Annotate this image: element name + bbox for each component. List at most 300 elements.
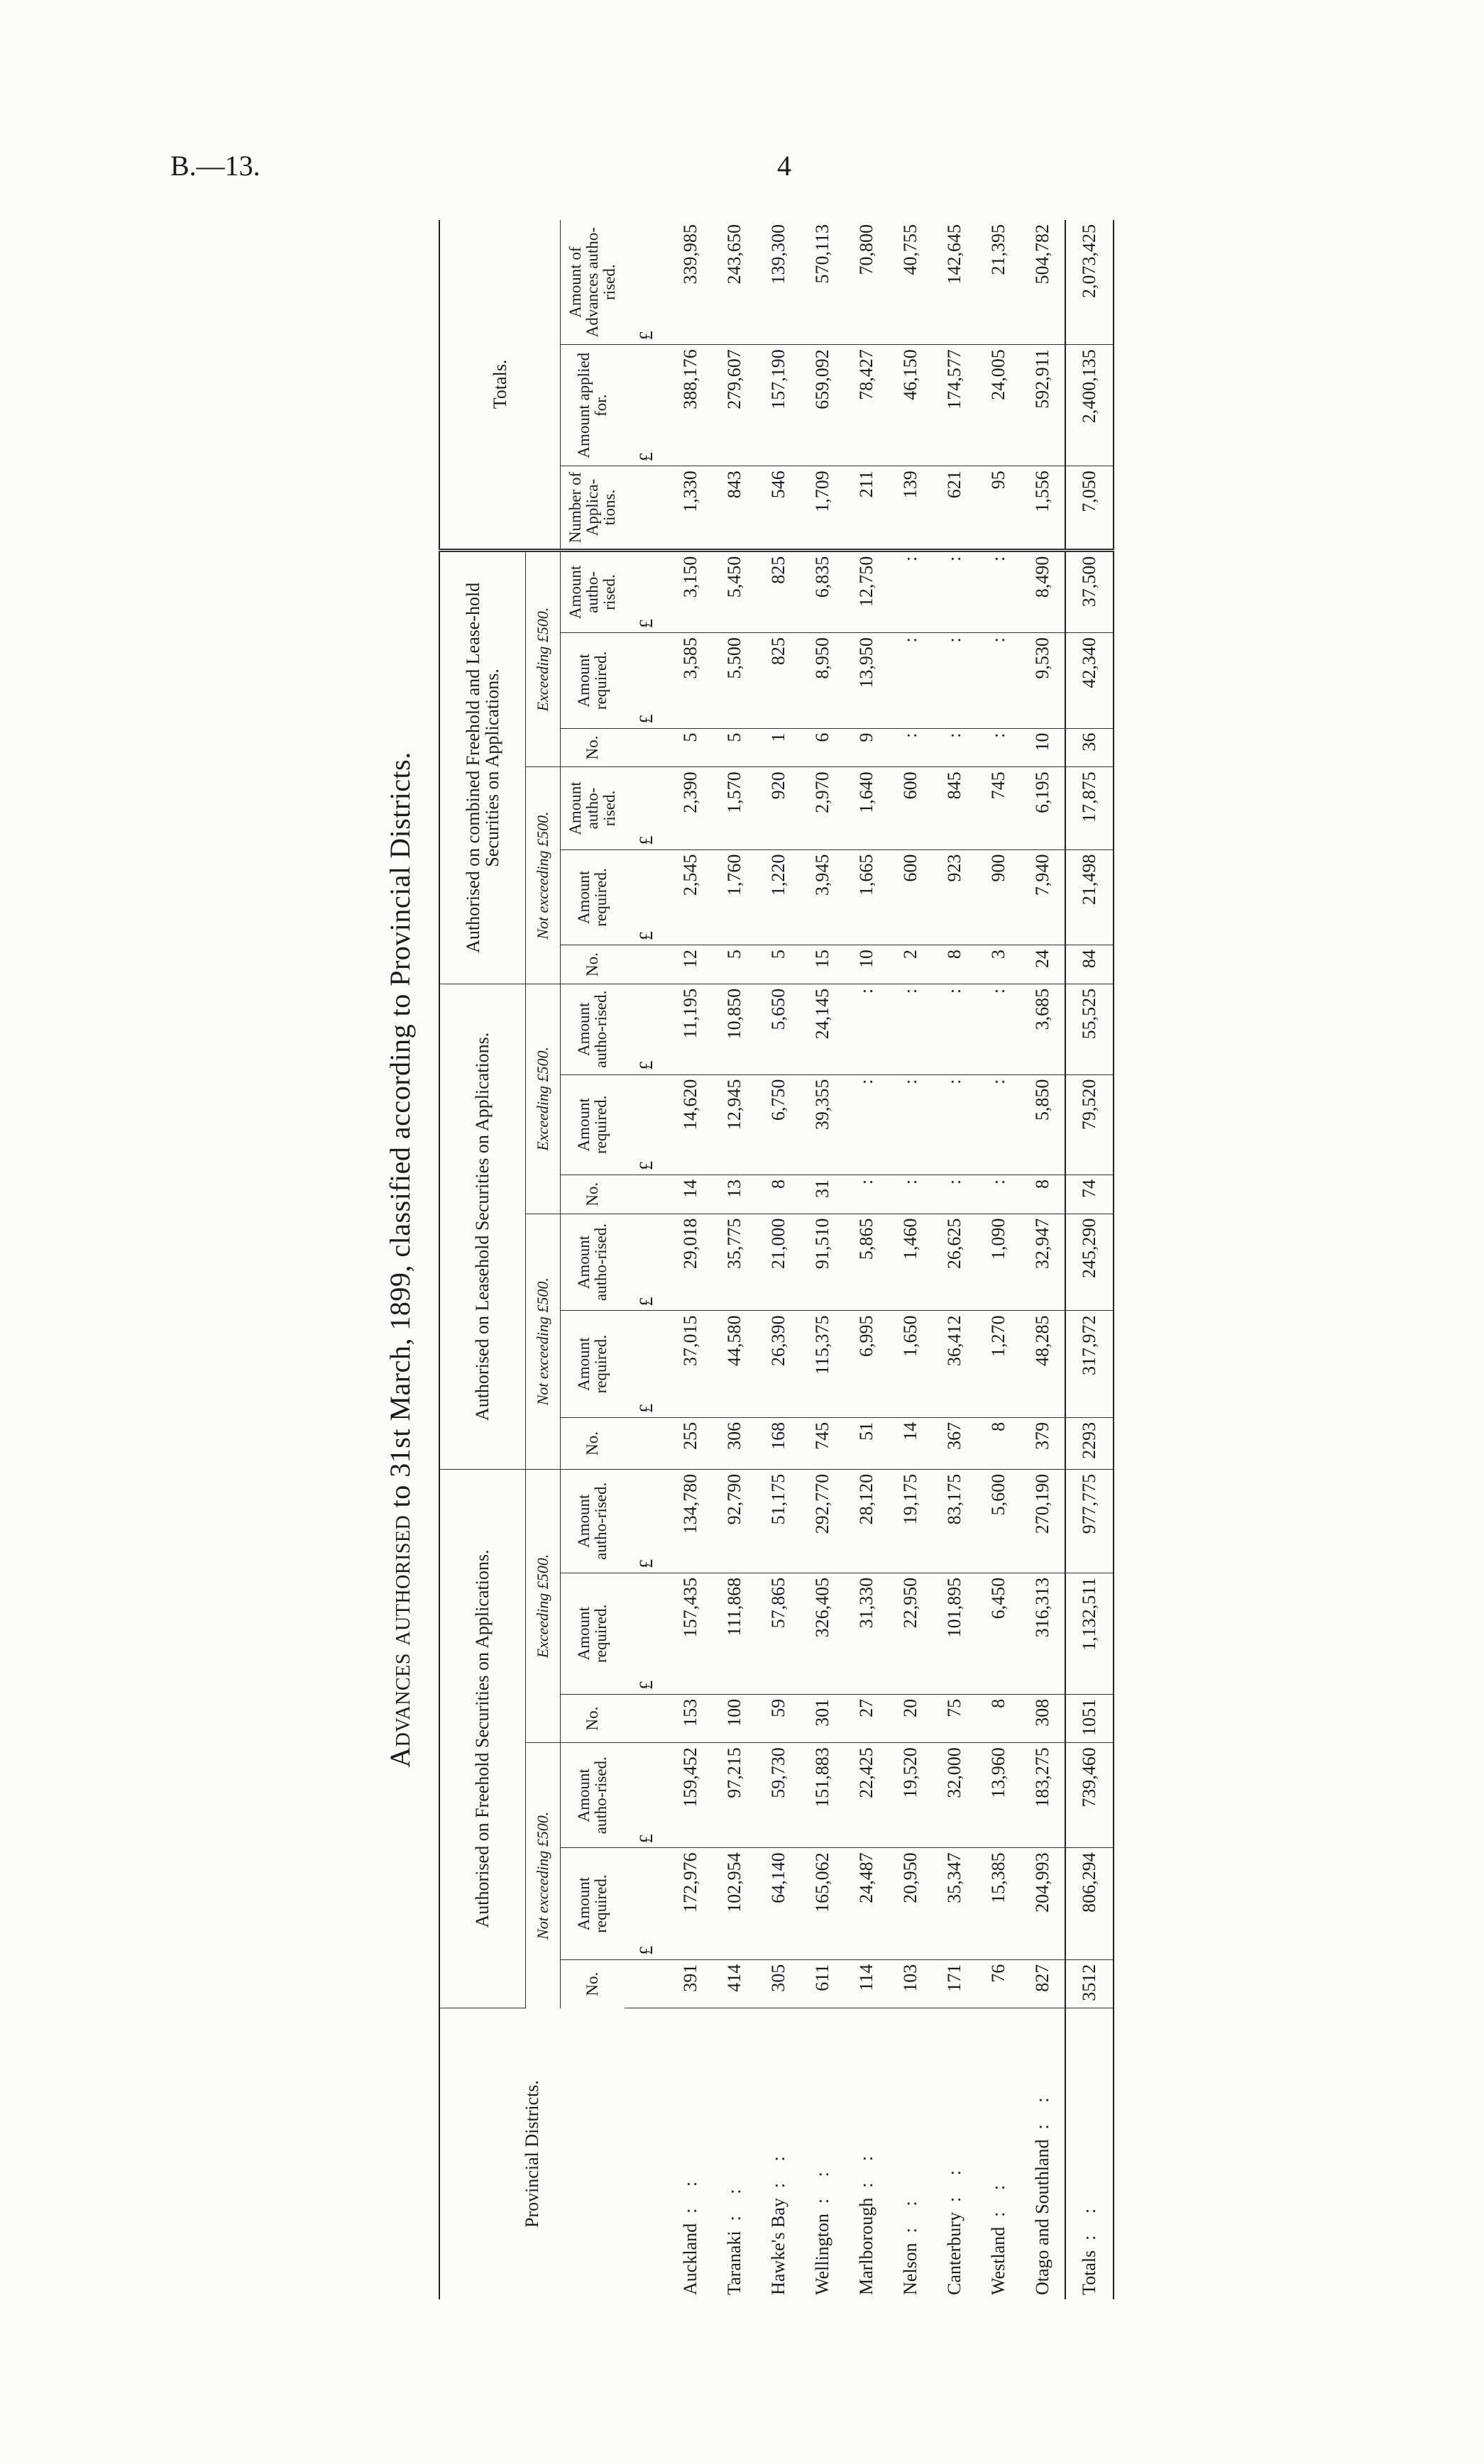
combined-exceeding: Exceeding £500. (526, 550, 561, 767)
table-cell: 51 (845, 1417, 889, 1469)
table-cell: 2293 (1065, 1417, 1114, 1469)
table-cell: 6 (801, 728, 845, 767)
col-authorised: Amount autho-rised. (561, 984, 625, 1074)
district-name (757, 2008, 801, 2299)
table-cell: 1,556 (1021, 466, 1065, 551)
table-row (669, 220, 713, 2299)
col-advances-authorised: Amount of Advances autho-rised. (561, 220, 625, 345)
district-label: Wellington (812, 2213, 832, 2295)
table-cell: 21,000 (757, 1214, 801, 1311)
table-cell: 75 (933, 1694, 977, 1742)
table-cell: 19,520 (889, 1743, 933, 1848)
currency-row-blank (625, 466, 669, 551)
table-cell: 26,390 (757, 1311, 801, 1417)
table-cell: 103 (889, 1959, 933, 2008)
table-cell: 14 (889, 1417, 933, 1469)
table-cell: 13 (713, 1175, 757, 1214)
table-cell: 74 (1065, 1175, 1114, 1214)
col-required: Amount required. (561, 1848, 625, 1959)
table-cell: 2,545 (669, 849, 713, 945)
col-no: No. (561, 1694, 625, 1742)
table-cell: 2,073,425 (1065, 220, 1114, 345)
table-cell: 1 (757, 728, 801, 767)
table-cell: 270,190 (1021, 1469, 1065, 1573)
col-required: Amount required. (561, 633, 625, 729)
currency-symbol: £ (625, 1848, 669, 1959)
col-no: No. (561, 1175, 625, 1214)
table-cell: 24,145 (801, 984, 845, 1074)
table-cell: 115,375 (801, 1311, 845, 1417)
leader-dots: : : (812, 2163, 832, 2204)
table-cell: 1,640 (845, 767, 889, 849)
table-cell: 17,875 (1065, 767, 1114, 849)
table-cell: 102,954 (713, 1848, 757, 1959)
table-cell: 14,620 (669, 1074, 713, 1175)
table-cell: 14 (669, 1175, 713, 1214)
table-cell: 24 (1021, 945, 1065, 984)
table-cell: 15,385 (977, 1848, 1021, 1959)
table-cell: 29,018 (669, 1214, 713, 1311)
table-cell: : (845, 1175, 889, 1214)
currency-symbol: £ (625, 550, 669, 632)
table-cell: 414 (713, 1959, 757, 2008)
table-cell: : (977, 984, 1021, 1074)
table-cell: 32,000 (933, 1743, 977, 1848)
currency-symbol: £ (625, 1469, 669, 1573)
table-cell: 22,425 (845, 1743, 889, 1848)
table-row (889, 220, 933, 2299)
district-name (1021, 2008, 1065, 2299)
table-cell: 301 (801, 1694, 845, 1742)
table-cell: 79,520 (1065, 1074, 1114, 1175)
currency-row-blank (625, 1175, 669, 1214)
table-cell: 13,960 (977, 1743, 1021, 1848)
table-cell: 316,313 (1021, 1573, 1065, 1694)
table-cell: 317,972 (1065, 1311, 1114, 1417)
document-reference: B.—13. (170, 150, 260, 182)
leader-dots: : : (1079, 2199, 1099, 2240)
table-cell: 97,215 (713, 1743, 757, 1848)
table-cell: 600 (889, 849, 933, 945)
table-cell: 12 (669, 945, 713, 984)
table-cell: 7,050 (1065, 466, 1114, 551)
table-cell: 1051 (1065, 1694, 1114, 1742)
table-cell: : (933, 984, 977, 1074)
table-cell: 57,865 (757, 1573, 801, 1694)
table-cell: 42,340 (1065, 633, 1114, 729)
table-cell: : (889, 728, 933, 767)
page-number: 4 (777, 150, 791, 182)
leader-dots: : : (900, 2192, 920, 2233)
district-label: Otago and Southland (1032, 2139, 1052, 2295)
group-freehold: Authorised on Freehold Securities on Applications. (439, 1469, 526, 2008)
table-cell: 504,782 (1021, 220, 1065, 345)
table-cell: 95 (977, 466, 1021, 551)
currency-symbol: £ (625, 767, 669, 849)
table-cell: 611 (801, 1959, 845, 2008)
table-cell: 139 (889, 466, 933, 551)
table-row (845, 220, 889, 2299)
table-cell: 165,062 (801, 1848, 845, 1959)
table-cell: 279,607 (713, 345, 757, 466)
table-cell: 920 (757, 767, 801, 849)
table-cell: 379 (1021, 1417, 1065, 1469)
leader-dots: : : (988, 2176, 1008, 2217)
table-cell: 745 (801, 1417, 845, 1469)
advances-table (439, 220, 1114, 2299)
table-cell: : (889, 1175, 933, 1214)
leasehold-exceeding: Exceeding £500. (526, 984, 561, 1214)
leader-dots: : : (680, 2172, 700, 2213)
currency-symbol: £ (625, 1311, 669, 1417)
table-cell: 8 (977, 1694, 1021, 1742)
table-cell: 31,330 (845, 1573, 889, 1694)
leader-dots: : : (944, 2162, 964, 2203)
table-cell: 168 (757, 1417, 801, 1469)
table-body (625, 220, 1114, 2299)
table-cell: 37,500 (1065, 550, 1114, 632)
currency-symbol: £ (625, 633, 669, 729)
currency-row-blank (625, 728, 669, 767)
table-cell: 8 (933, 945, 977, 984)
currency-row-blank (625, 1417, 669, 1469)
currency-row-blank (625, 2008, 669, 2299)
table-row (933, 220, 977, 2299)
table-cell: 6,750 (757, 1074, 801, 1175)
table-cell: 35,347 (933, 1848, 977, 1959)
table-cell: 40,755 (889, 220, 933, 345)
table-cell: 255 (669, 1417, 713, 1469)
district-label: Marlborough (856, 2197, 876, 2295)
district-label: Auckland (680, 2223, 700, 2295)
district-name (801, 2008, 845, 2299)
table-cell: 101,895 (933, 1573, 977, 1694)
table-cell: 159,452 (669, 1743, 713, 1848)
leader-dots: : : (1032, 2089, 1052, 2130)
table-cell: 139,300 (757, 220, 801, 345)
table-cell: 6,835 (801, 550, 845, 632)
table-cell: 570,113 (801, 220, 845, 345)
table-cell: 15 (801, 945, 845, 984)
district-label: Taranaki (724, 2231, 744, 2295)
district-label: Nelson (900, 2243, 920, 2295)
header-row-groups (439, 220, 526, 2299)
table-cell: 142,645 (933, 220, 977, 345)
currency-symbol: £ (625, 220, 669, 345)
table-cell: 157,435 (669, 1573, 713, 1694)
table-cell: 825 (757, 550, 801, 632)
currency-row (625, 220, 669, 2299)
col-required: Amount required. (561, 1573, 625, 1694)
table-cell: 1,460 (889, 1214, 933, 1311)
table-cell: 204,993 (1021, 1848, 1065, 1959)
table-cell: : (933, 550, 977, 632)
table-cell: 326,405 (801, 1573, 845, 1694)
table-cell: 9 (845, 728, 889, 767)
table-cell: 8 (757, 1175, 801, 1214)
table-cell: 5,500 (713, 633, 757, 729)
table-cell: 8,950 (801, 633, 845, 729)
leader-dots: : : (856, 2147, 876, 2188)
table-cell: 2,390 (669, 767, 713, 849)
table-cell: 827 (1021, 1959, 1065, 2008)
table-cell: 843 (713, 466, 757, 551)
table-cell: : (977, 633, 1021, 729)
table-title-smallcaps: Advances authorised (384, 1514, 416, 1768)
district-name (1065, 2008, 1114, 2299)
table-cell: : (977, 728, 1021, 767)
table-cell: 1,132,511 (1065, 1573, 1114, 1694)
table-cell: 100 (713, 1694, 757, 1742)
table-cell: : (933, 633, 977, 729)
table-cell: 59,730 (757, 1743, 801, 1848)
table-cell: 292,770 (801, 1469, 845, 1573)
table-cell: : (889, 633, 933, 729)
table-cell: 1,270 (977, 1311, 1021, 1417)
table-cell: 621 (933, 466, 977, 551)
table-cell: 8 (1021, 1175, 1065, 1214)
col-no: No. (561, 728, 625, 767)
table-cell: 243,650 (713, 220, 757, 345)
table-row (713, 220, 757, 2299)
col-authorised: Amount autho-rised. (561, 767, 625, 849)
currency-symbol: £ (625, 1573, 669, 1694)
currency-symbol: £ (625, 1743, 669, 1848)
freehold-exceeding: Exceeding £500. (526, 1469, 561, 1742)
table-cell: 592,911 (1021, 345, 1065, 466)
leasehold-not-exceeding: Not exceeding £500. (526, 1214, 561, 1469)
table-cell: 388,176 (669, 345, 713, 466)
table-cell: 153 (669, 1694, 713, 1742)
table-cell: 36 (1065, 728, 1114, 767)
district-label: Westland (988, 2226, 1008, 2295)
table-cell: 31 (801, 1175, 845, 1214)
table-cell: 245,290 (1065, 1214, 1114, 1311)
col-no: No. (561, 1417, 625, 1469)
table-cell: : (889, 984, 933, 1074)
col-required: Amount required. (561, 849, 625, 945)
col-authorised: Amount autho-rised. (561, 1743, 625, 1848)
currency-symbol: £ (625, 1214, 669, 1311)
currency-symbol: £ (625, 849, 669, 945)
table-cell: 91,510 (801, 1214, 845, 1311)
freehold-not-exceeding: Not exceeding £500. (526, 1743, 561, 2008)
district-label: Totals (1079, 2250, 1099, 2295)
district-name (977, 2008, 1021, 2299)
currency-row-blank (625, 945, 669, 984)
table-cell: 13,950 (845, 633, 889, 729)
table-cell: 806,294 (1065, 1848, 1114, 1959)
table-cell: 134,780 (669, 1469, 713, 1573)
table-row (1021, 220, 1065, 2299)
table-cell: 171 (933, 1959, 977, 2008)
table-cell: 21,395 (977, 220, 1021, 345)
table-cell: 3512 (1065, 1959, 1114, 2008)
col-no: No. (561, 1959, 625, 2008)
district-name (713, 2008, 757, 2299)
table-cell: 900 (977, 849, 1021, 945)
table-cell: 6,995 (845, 1311, 889, 1417)
group-combined: Authorised on combined Freehold and Lease-hold Securities on Applications. (439, 550, 526, 984)
table-cell: 6,450 (977, 1573, 1021, 1694)
currency-row-blank (625, 1694, 669, 1742)
table-cell: 5 (757, 945, 801, 984)
table-cell: : (933, 1074, 977, 1175)
district-name (669, 2008, 713, 2299)
col-no: No. (561, 945, 625, 984)
table-row (801, 220, 845, 2299)
table-cell: 1,330 (669, 466, 713, 551)
table-cell: : (889, 550, 933, 632)
district-name (845, 2008, 889, 2299)
table-cell: 5 (669, 728, 713, 767)
table-cell: 59 (757, 1694, 801, 1742)
currency-row-blank (625, 1959, 669, 2008)
table-cell: 174,577 (933, 345, 977, 466)
table-cell: 151,883 (801, 1743, 845, 1848)
table-cell: : (845, 1074, 889, 1175)
table-cell: 3 (977, 945, 1021, 984)
table-cell: : (845, 984, 889, 1074)
leader-dots: : : (768, 2147, 788, 2189)
table-cell: 5,865 (845, 1214, 889, 1311)
table-cell: 745 (977, 767, 1021, 849)
table-cell: 70,800 (845, 220, 889, 345)
table-cell: 20,950 (889, 1848, 933, 1959)
table-cell: 305 (757, 1959, 801, 2008)
table-cell: 5,850 (1021, 1074, 1065, 1175)
table-cell: : (889, 1074, 933, 1175)
header-row-columns (561, 220, 625, 2299)
table-cell: 32,947 (1021, 1214, 1065, 1311)
table-cell: 44,580 (713, 1311, 757, 1417)
col-authorised: Amount autho-rised. (561, 550, 625, 632)
table-cell: 923 (933, 849, 977, 945)
table-cell: 114 (845, 1959, 889, 2008)
table-row (977, 220, 1021, 2299)
table-cell: 78,427 (845, 345, 889, 466)
rotated-table-block (383, 220, 1185, 2299)
table-cell: 183,275 (1021, 1743, 1065, 1848)
currency-symbol: £ (625, 345, 669, 466)
table-cell: 92,790 (713, 1469, 757, 1573)
table-cell: : (977, 1175, 1021, 1214)
table-cell: 83,175 (933, 1469, 977, 1573)
table-cell: 977,775 (1065, 1469, 1114, 1573)
col-districts: Provincial Districts. (439, 2008, 625, 2299)
totals-row (1065, 220, 1114, 2299)
table-cell: 5,600 (977, 1469, 1021, 1573)
table-cell: 51,175 (757, 1469, 801, 1573)
table-cell: : (977, 550, 1021, 632)
table-cell: 1,570 (713, 767, 757, 849)
table-cell: 3,945 (801, 849, 845, 945)
col-authorised: Amount autho-rised. (561, 1214, 625, 1311)
table-cell: 172,976 (669, 1848, 713, 1959)
table-cell: 739,460 (1065, 1743, 1114, 1848)
table-cell: 28,120 (845, 1469, 889, 1573)
col-required: Amount required. (561, 1311, 625, 1417)
table-cell: 111,868 (713, 1573, 757, 1694)
table-cell: 21,498 (1065, 849, 1114, 945)
district-label: Canterbury (944, 2212, 964, 2295)
leader-dots: : : (724, 2180, 744, 2221)
group-totals: Totals. (439, 220, 561, 550)
col-authorised: Amount autho-rised. (561, 1469, 625, 1573)
table-cell: 12,750 (845, 550, 889, 632)
table-cell: 5,450 (713, 550, 757, 632)
currency-symbol: £ (625, 984, 669, 1074)
table-cell: 306 (713, 1417, 757, 1469)
table-cell: 600 (889, 767, 933, 849)
table-cell: 9,530 (1021, 633, 1065, 729)
district-label: Hawke's Bay (768, 2198, 788, 2295)
table-cell: 825 (757, 633, 801, 729)
table-cell: 2,970 (801, 767, 845, 849)
table-cell: 37,015 (669, 1311, 713, 1417)
table-cell: 308 (1021, 1694, 1065, 1742)
table-cell: 64,140 (757, 1848, 801, 1959)
table-cell: 391 (669, 1959, 713, 2008)
table-title-rest: to 31st March, 1899, classified according to Provincial Districts. (384, 752, 416, 1515)
table-cell: 8 (977, 1417, 1021, 1469)
table-cell: 2 (889, 945, 933, 984)
table-cell: : (933, 728, 977, 767)
table-cell: 10 (1021, 728, 1065, 767)
table-cell: 3,685 (1021, 984, 1065, 1074)
combined-not-exceeding: Not exceeding £500. (526, 767, 561, 984)
table-cell: 24,005 (977, 345, 1021, 466)
table-cell: 36,412 (933, 1311, 977, 1417)
table-cell: 3,585 (669, 633, 713, 729)
district-name (933, 2008, 977, 2299)
table-cell: 19,175 (889, 1469, 933, 1573)
table-cell: 1,665 (845, 849, 889, 945)
table-cell: 5 (713, 728, 757, 767)
table-cell: 2,400,135 (1065, 345, 1114, 466)
table-cell: 6,195 (1021, 767, 1065, 849)
currency-symbol: £ (625, 1074, 669, 1175)
table-cell: 10 (845, 945, 889, 984)
table-cell: 157,190 (757, 345, 801, 466)
table-cell: 76 (977, 1959, 1021, 2008)
table-cell: 1,220 (757, 849, 801, 945)
table-cell: 5,650 (757, 984, 801, 1074)
table-cell: 211 (845, 466, 889, 551)
table-cell: 20 (889, 1694, 933, 1742)
table-cell: 84 (1065, 945, 1114, 984)
table-cell: 845 (933, 767, 977, 849)
table-cell: 12,945 (713, 1074, 757, 1175)
table-cell: 3,150 (669, 550, 713, 632)
district-name (889, 2008, 933, 2299)
col-applied-for: Amount applied for. (561, 345, 625, 466)
table-cell: 10,850 (713, 984, 757, 1074)
table-cell: 22,950 (889, 1573, 933, 1694)
table-cell: 8,490 (1021, 550, 1065, 632)
table-cell: 11,195 (669, 984, 713, 1074)
table-cell: 339,985 (669, 220, 713, 345)
table-title (383, 220, 417, 2299)
table-cell: 39,355 (801, 1074, 845, 1175)
table-cell: 1,709 (801, 466, 845, 551)
table-cell: 46,150 (889, 345, 933, 466)
table-cell: : (933, 1175, 977, 1214)
table-cell: 1,760 (713, 849, 757, 945)
table-cell: 546 (757, 466, 801, 551)
table-cell: 27 (845, 1694, 889, 1742)
table-row (757, 220, 801, 2299)
